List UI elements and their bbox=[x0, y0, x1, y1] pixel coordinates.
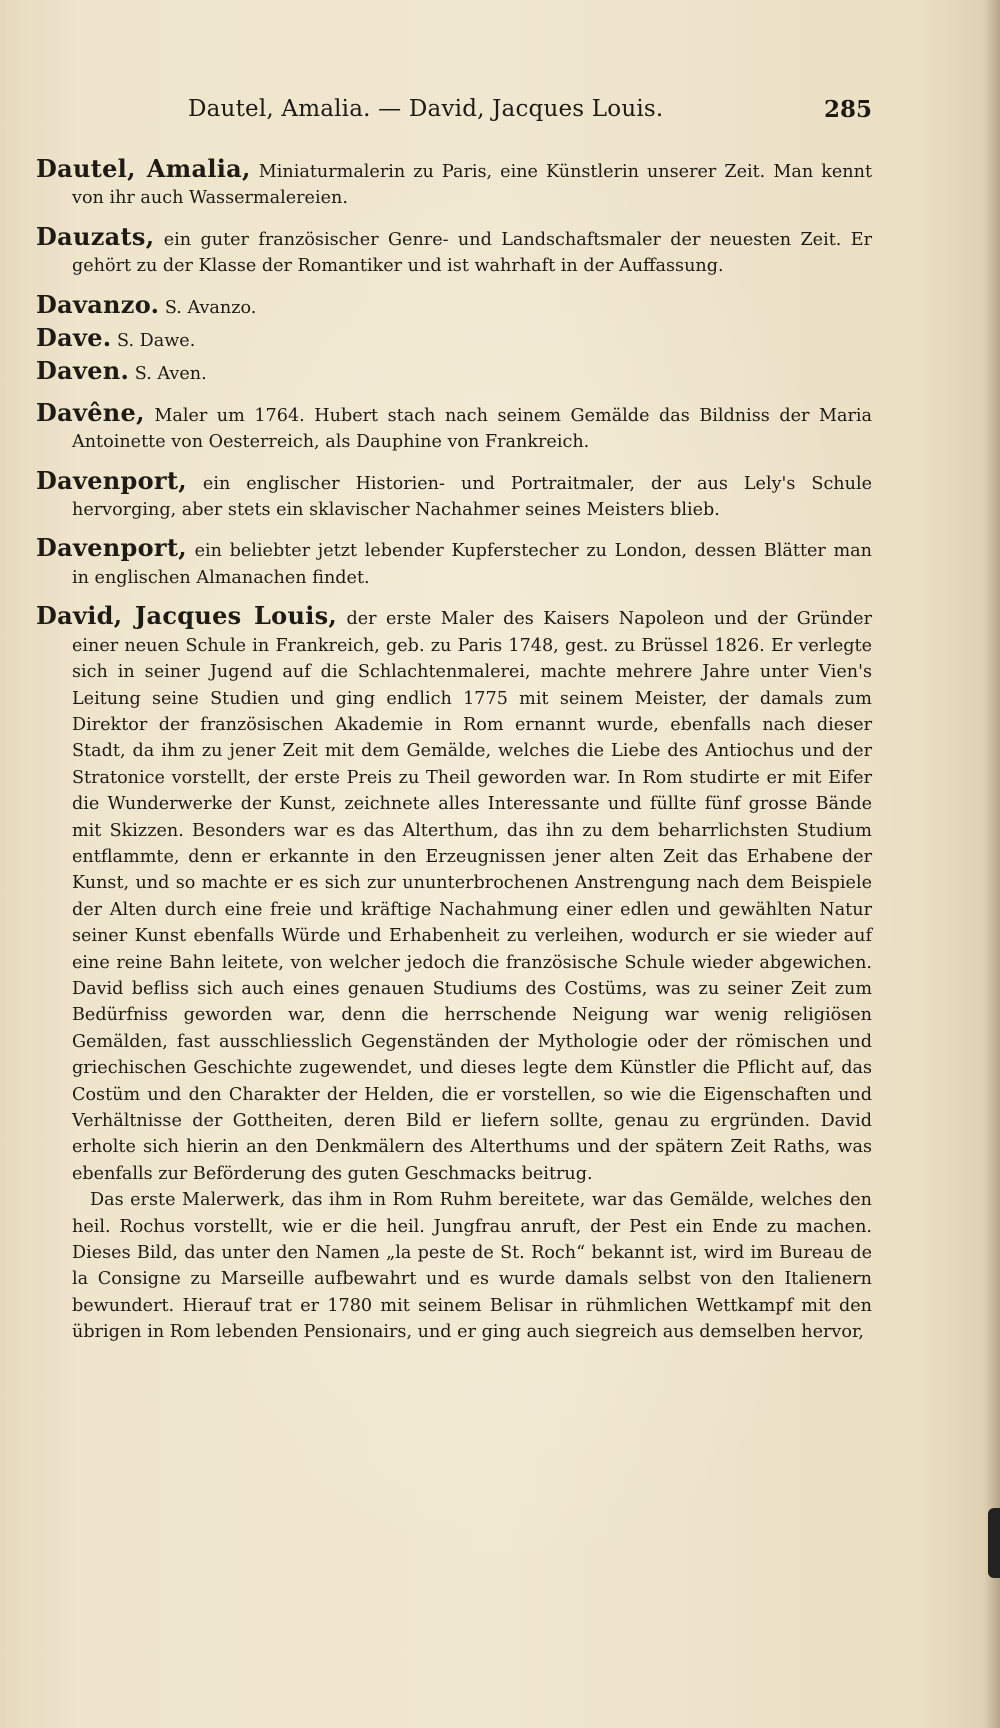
entry-daven bbox=[36, 358, 872, 387]
entry-headword: Davenport, bbox=[36, 465, 187, 495]
entry-davene bbox=[36, 397, 873, 456]
entry-headword: Daven. bbox=[36, 356, 130, 386]
running-header bbox=[36, 96, 872, 128]
entry-text: ein guter französischer Genre- und Landschaftsmaler der neuesten Zeit. Er gehört zu der Klasse der Romantiker und ist wahrhaft in der Auffassung. bbox=[72, 229, 872, 277]
entry-davenport-painter bbox=[36, 465, 873, 524]
running-title: Dautel, Amalia. — David, Jacques Louis. bbox=[188, 96, 664, 122]
entry-headword: David, Jacques Louis, bbox=[36, 601, 338, 631]
entry-text: ein beliebter jetzt lebender Kupferstecher zu London, dessen Blätter man in englischen Almanachen findet. bbox=[72, 541, 873, 588]
entry-headword: Dauzats, bbox=[36, 221, 155, 251]
entry-dauzats bbox=[36, 221, 872, 280]
entry-dautel bbox=[36, 156, 872, 212]
entry-headword: Davenport, bbox=[36, 533, 187, 563]
entry-text: S. Dawe. bbox=[117, 331, 196, 352]
page-edge-shadow bbox=[984, 0, 1000, 1728]
dark-edge-mark bbox=[988, 1508, 1000, 1578]
dictionary-body bbox=[36, 156, 872, 1346]
entry-dave bbox=[36, 325, 872, 354]
entry-david bbox=[36, 603, 872, 1187]
entry-text: S. Avanzo. bbox=[164, 297, 257, 318]
entry-david-continuation: Das erste Malerwerk, das ihm in Rom Ruhm bereitete, war das Gemälde, welches den heil. Rochus vorstellt, wie er die heil. Jungfrau anruft, der Pest ein Ende zu machen. Dieses Bild, das unter den Namen „la peste de St. Roch“ bekannt ist, wird im Bureau de la Consigne zu Marseille aufbewahrt und es wurde damals selbst von den Italienern bewundert. Hierauf trat er 1780 mit seinem Belisar in rühmlichen Wettkampf mit den übrigen in Rom lebenden Pensionairs, und er ging auch siegreich aus demselben hervor, bbox=[72, 1190, 872, 1343]
entry-text: S. Aven. bbox=[134, 364, 207, 385]
entry-text: Maler um 1764. Hubert stach nach seinem Gemälde das Bildniss der Maria Antoinette von Oesterreich, als Dauphine von Frankreich. bbox=[72, 405, 873, 453]
entry-text: der erste Maler des Kaisers Napoleon und der Gründer einer neuen Schule in Frankreich, geb. zu Paris 1748, gest. zu Brüssel 1826. Er verlegte sich in seiner Jugend auf die Schlachtenmalerei, machte mehrere Jahre unter Vien's Leitung seine Studien und ging endlich 1775 mit seinem Meister, der damals zum Direktor der französischen Akademie in Rom ernannt wurde, ebenfalls nach dieser Stadt, da ihm zu jener Zeit mit dem Gemälde, welches die Liebe des Antiochus und der Stratonice vorstellt, der erste Preis zu Theil geworden war. In Rom studirte er mit Eifer die Wunderwerke der Kunst, zeichnete alles Interessante und füllte fünf grosse Bände mit Skizzen. Besonders war es das Alterthum, das ihn zu dem beharrlichsten Studium entflammte, denn er erkannte in den Erzeugnissen jener alten Zeit das Erhabene der Kunst, und so machte er es sich zur ununterbrochenen Anstrengung nach dem Beispiele der Alten durch eine freie und kräftige Nachahmung einer edlen und gewählten Natur seiner Kunst ebenfalls Würde und Erhabenheit zu verleihen, wodurch er sie wieder auf eine reine Bahn leitete, von welcher jedoch die französische Schule wieder abgewichen. David befliss sich auch eines genauen Studiums des Costüms, was zu seiner Zeit zum Bedürfniss geworden war, denn die herrschende Neigung war wenig religiösen Gemälden, fast ausschliesslich Gegenständen der Mythologie oder der römischen und griechischen Geschichte zugewendet, und dieses legte dem Künstler die Pflicht auf, das Costüm und den Charakter der Helden, die er vorstellen, so wie die Eigenschaften und Verhältnisse der Gottheiten, deren Bild er liefern sollte, genau zu ergründen. David erholte sich hierin an den Denkmälern des Alterthums und der spätern Zeit Raths, was ebenfalls zur Beförderung des guten Geschmacks beitrug. bbox=[72, 609, 872, 1184]
entry-davanzo bbox=[36, 289, 872, 321]
entry-headword: Davanzo. bbox=[36, 289, 160, 319]
entry-text: Miniaturmalerin zu Paris, eine Künstlerin unserer Zeit. Man kennt von ihr auch Wassermalereien. bbox=[72, 162, 873, 209]
entry-headword: Davêne, bbox=[36, 397, 145, 427]
entry-text: ein englischer Historien- und Portraitmaler, der aus Lely's Schule hervorging, aber stets ein sklavischer Nachahmer seines Meisters blieb. bbox=[72, 473, 873, 521]
entry-headword: Dave. bbox=[36, 323, 112, 353]
page-number: 285 bbox=[823, 96, 872, 123]
entry-headword: Dautel, Amalia, bbox=[36, 154, 251, 183]
entry-davenport-engraver bbox=[36, 535, 872, 591]
